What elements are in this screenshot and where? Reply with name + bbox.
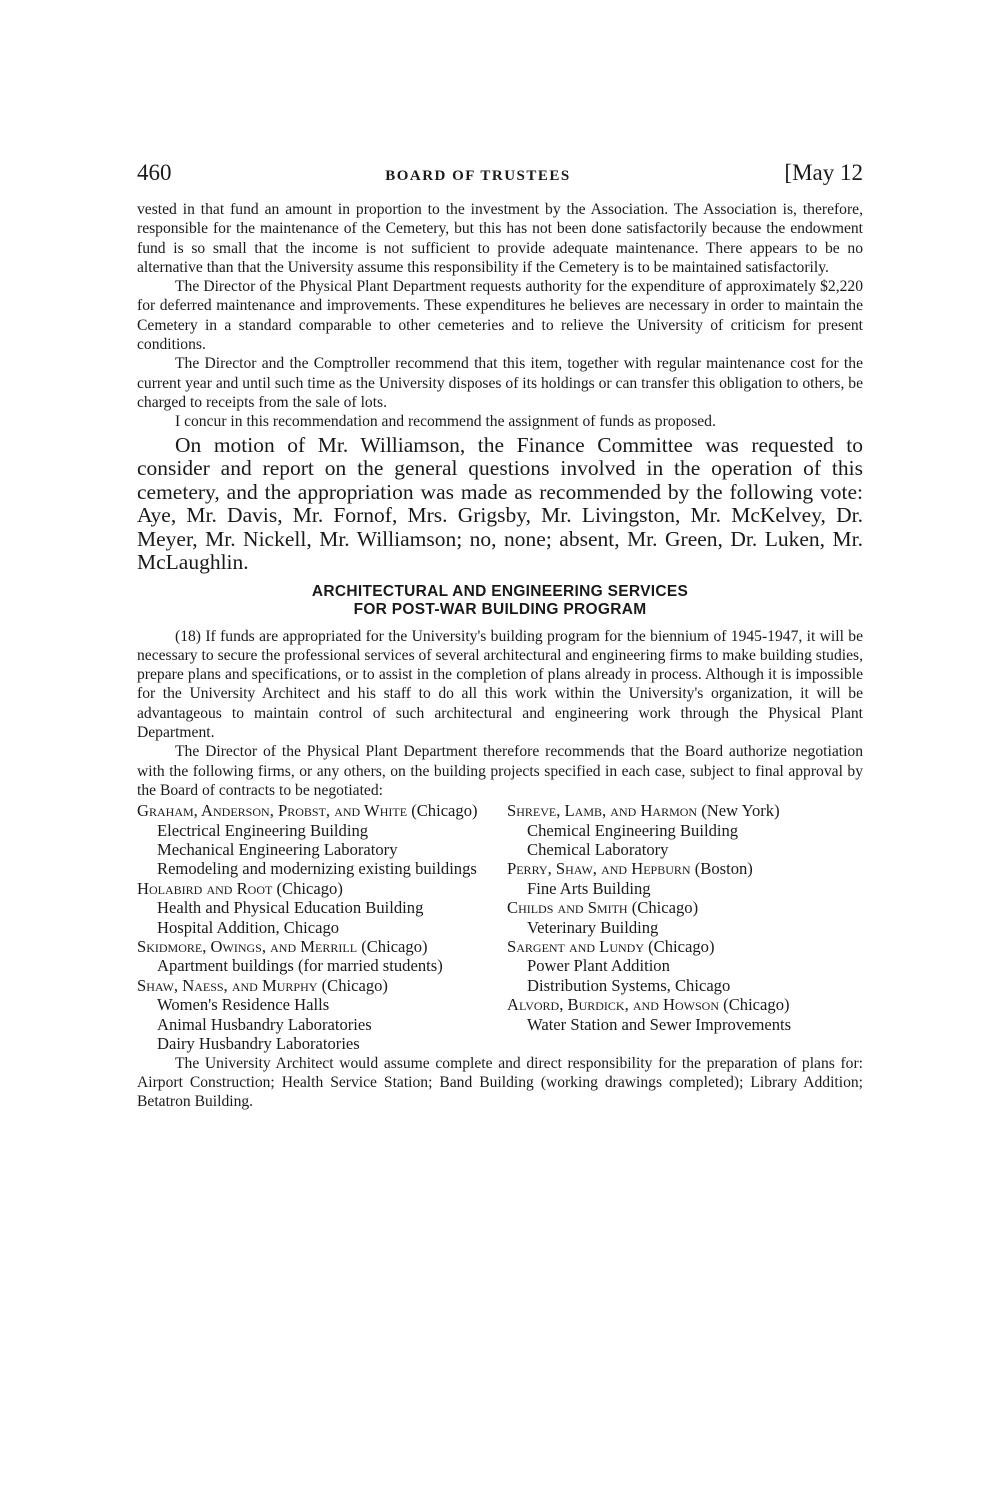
- firms-left-column: [137, 801, 497, 1053]
- project-item: Veterinary Building: [527, 917, 659, 937]
- section-heading: [137, 583, 863, 619]
- firm-name: Childs and Smith: [507, 898, 628, 918]
- project-item: Fine Arts Building: [527, 878, 651, 898]
- document-page: [137, 160, 863, 1111]
- firm-entry: [137, 801, 497, 820]
- project-item: Remodeling and modernizing existing buildings: [157, 859, 477, 879]
- paragraph-building-program: (18) If funds are appropriated for the University's building program for the biennium of 1945-1947, it will be necessary to secure the professional services of several architectural and engineering firms to make building studies, prepare plans and specifications, or to assist in the completion of plans already in process. Although it is impossible for the University Architect and his staff to do all this work within the University's organization, it will be advantageous to maintain control of such architectural and engineering work through the Physical Plant Department.: [137, 627, 863, 742]
- motion-paragraph: On motion of Mr. Williamson, the Finance Committee was requested to consider and report on the general questions involved in the operation of this cemetery, and the appropriation was made as recommended by the following vote: Aye, Mr. Davis, Mr. Fornof, Mrs. Grigsby, Mr. Livingston, Mr. McKelvey, Dr. Meyer, Mr. Nickell, Mr. Williamson; no, none; absent, Mr. Green, Dr. Luken, Mr. McLaughlin.: [137, 432, 863, 575]
- project-item: Hospital Addition, Chicago: [157, 917, 340, 937]
- project-item: Water Station and Sewer Improvements: [527, 1014, 792, 1034]
- firm-city: (Chicago): [276, 878, 343, 898]
- firm-entry: [137, 976, 497, 995]
- firm-city: (Chicago): [411, 801, 478, 821]
- firm-name: Shaw, Naess, and Murphy: [137, 975, 318, 995]
- firm-name: Skidmore, Owings, and Merrill: [137, 937, 358, 957]
- section-heading-line-1: ARCHITECTURAL AND ENGINEERING SERVICES: [311, 582, 689, 600]
- firm-city: (Chicago): [321, 975, 388, 995]
- firm-entry: [507, 898, 863, 917]
- firm-name: Shreve, Lamb, and Harmon: [507, 801, 698, 821]
- firm-city: (Chicago): [648, 937, 715, 957]
- firm-city: (New York): [701, 801, 780, 821]
- paragraph-director-request: The Director of the Physical Plant Department requests authority for the expenditure of approximately $2,220 for deferred maintenance and improvements. These expenditures he believes are necessary in order to maintain the Cemetery in a standard comparable to other cemeteries and to relieve the University of criticism for present conditions.: [137, 278, 863, 354]
- page-date: [May 12: [784, 160, 863, 185]
- firm-name: Graham, Anderson, Probst, and White: [137, 801, 408, 821]
- firm-entry: [507, 801, 863, 820]
- page-number: 460: [137, 160, 172, 185]
- project-item: Dairy Husbandry Laboratories: [157, 1034, 360, 1054]
- project-item: Mechanical Engineering Laboratory: [157, 840, 398, 860]
- firm-city: (Chicago): [723, 995, 790, 1015]
- firm-entry: [137, 937, 497, 956]
- firms-right-column: [507, 801, 863, 1053]
- firm-name: Perry, Shaw, and Hepburn: [507, 859, 691, 879]
- firm-city: (Boston): [694, 859, 753, 879]
- project-item: Health and Physical Education Building: [157, 898, 424, 918]
- firm-city: (Chicago): [631, 898, 699, 918]
- firm-city: (Chicago): [361, 937, 428, 957]
- project-item: Power Plant Addition: [527, 956, 670, 976]
- firm-entry: [507, 937, 863, 956]
- project-item: Women's Residence Halls: [157, 995, 330, 1015]
- paragraph-cemetery-association: vested in that fund an amount in proportion to the investment by the Association. The Association is, therefore, responsible for the maintenance of the Cemetery, but this has not been done satisfactorily because the endowment fund is so small that the income is not sufficient to provide adequate maintenance. There appears to be no alternative than that the University assume this responsibility if the Cemetery is to be maintained satisfactorily.: [137, 201, 863, 276]
- paragraph-recommendation: The Director and the Comptroller recommend that this item, together with regular maintenance cost for the current year and until such time as the University disposes of its holdings or can transfer this obligation to others, be charged to receipts from the sale of lots.: [137, 355, 863, 411]
- paragraph-negotiation: The Director of the Physical Plant Department therefore recommends that the Board authorize negotiation with the following firms, or any others, on the building projects specified in each case, subject to final approval by the Board of contracts to be negotiated:: [137, 743, 863, 799]
- firms-list: [137, 801, 863, 1053]
- firm-name: Alvord, Burdick, and Howson: [507, 995, 720, 1015]
- firm-entry: [507, 859, 863, 878]
- page-header: [137, 160, 863, 200]
- project-item: Electrical Engineering Building: [157, 820, 369, 840]
- firm-entry: [507, 995, 863, 1014]
- paragraph-concurrence: I concur in this recommendation and recommend the assignment of funds as proposed.: [175, 413, 716, 431]
- firm-name: Holabird and Root: [137, 878, 273, 898]
- project-item: Chemical Laboratory: [527, 840, 669, 860]
- project-item: Animal Husbandry Laboratories: [157, 1014, 372, 1034]
- project-item: Chemical Engineering Building: [527, 820, 739, 840]
- project-item: Distribution Systems, Chicago: [527, 975, 731, 995]
- project-item: Apartment buildings (for married students): [157, 956, 443, 976]
- firm-name: Sargent and Lundy: [507, 937, 644, 957]
- section-heading-line-2: FOR POST-WAR BUILDING PROGRAM: [353, 600, 647, 618]
- firm-entry: [137, 879, 497, 898]
- running-title: BOARD OF TRUSTEES: [385, 168, 571, 184]
- closing-paragraph: The University Architect would assume complete and direct responsibility for the preparation of plans for: Airport Construction; Health Service Station; Band Building (working drawings completed); Library Addition; Betatron Building.: [137, 1054, 863, 1111]
